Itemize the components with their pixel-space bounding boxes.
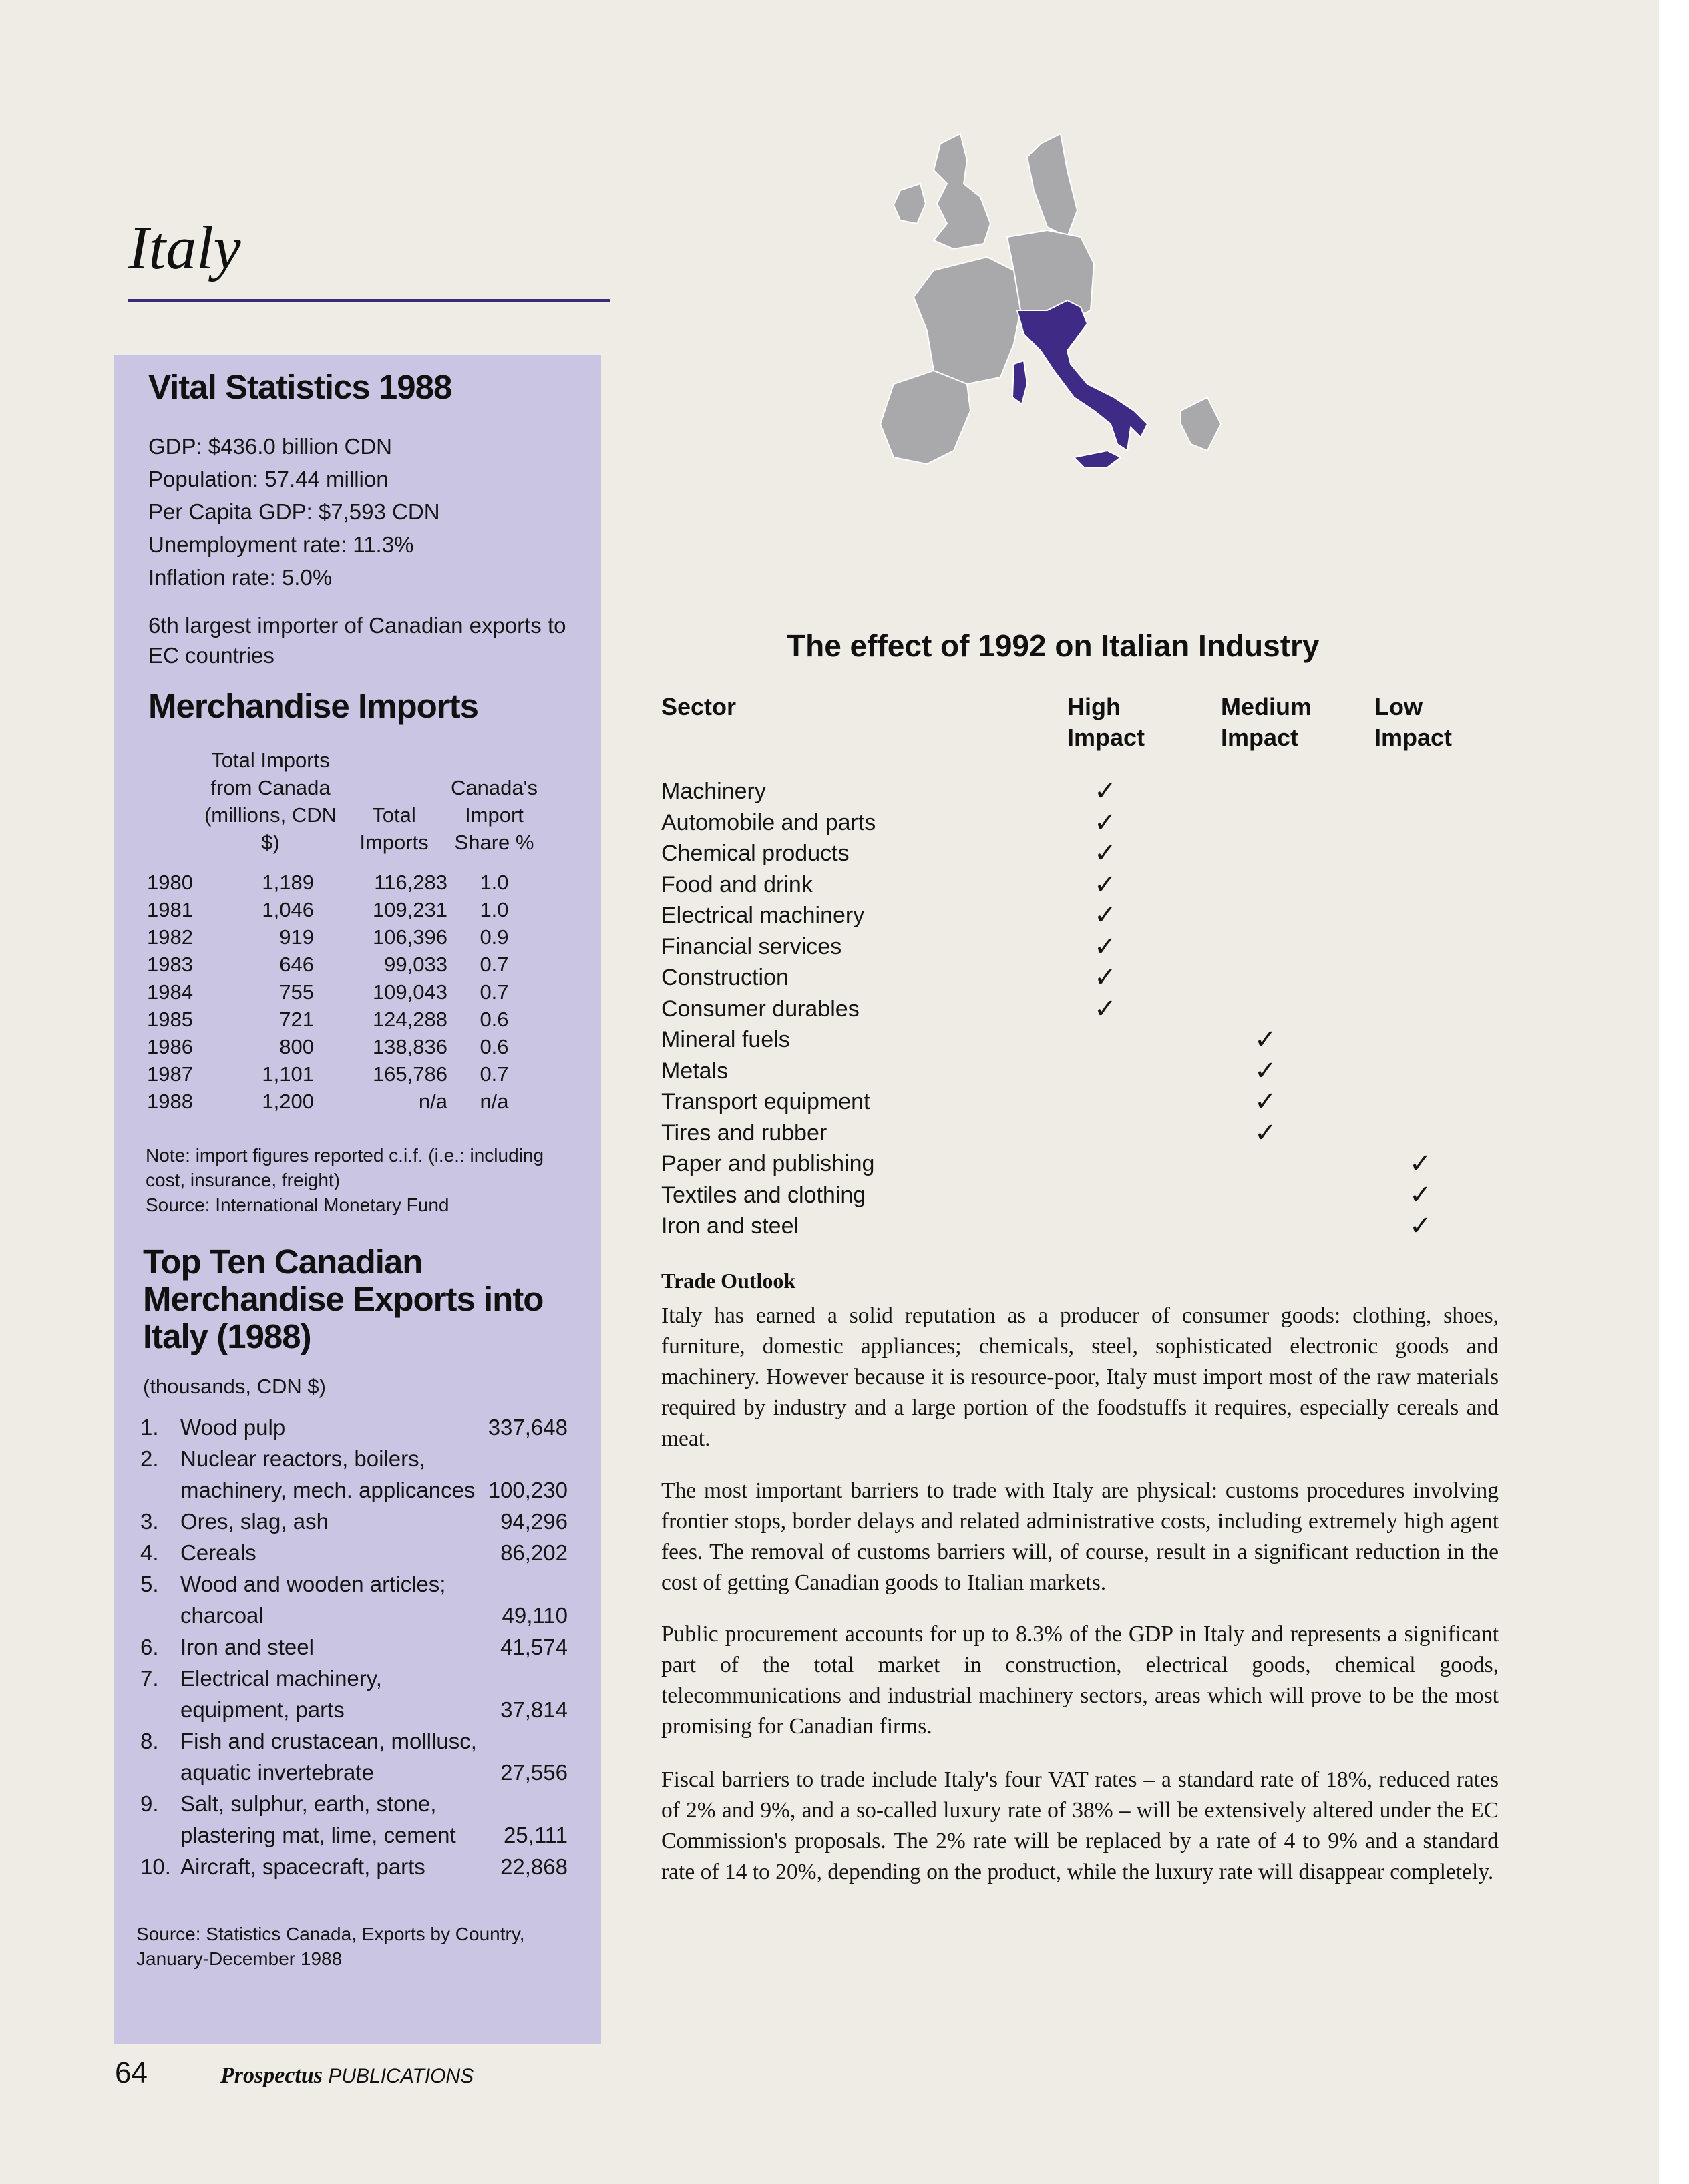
check-mark-icon: ✓: [1409, 1211, 1432, 1241]
trade-outlook-paragraph: Public procurement accounts for up to 8.3% of the GDP in Italy and represents a significant part of the total market in construction, electrical goods, chemical goods, telecommunications and industrial machinery sectors, areas which will prove to be the most promising for Canadian firms.: [661, 1622, 1499, 1739]
vital-stat-item: Unemployment rate: 11.3%: [148, 532, 414, 557]
publisher-suffix: PUBLICATIONS: [323, 2065, 474, 2087]
map-sardinia: [1012, 361, 1027, 404]
vital-stats-list: [148, 430, 440, 594]
sector-name: Chemical products: [661, 841, 850, 866]
export-rank: 7.: [140, 1666, 159, 1691]
export-rank: 6.: [140, 1634, 159, 1659]
export-value: 25,111: [503, 1823, 568, 1847]
check-mark-icon: ✓: [1254, 1025, 1277, 1054]
table-cell: 646: [279, 953, 314, 976]
impact-row: [661, 776, 1529, 807]
table-row: [147, 951, 541, 978]
sector-name: Mineral fuels: [661, 1027, 790, 1052]
vital-stat-item: Inflation rate: 5.0%: [148, 565, 333, 590]
impact-table-title: The effect of 1992 on Italian Industry: [787, 628, 1320, 663]
impact-row: [661, 1148, 1529, 1180]
table-cell: n/a: [480, 1090, 509, 1113]
table-cell: 165,786: [372, 1062, 447, 1086]
table-cell: 1.0: [480, 871, 509, 894]
column-header: [147, 746, 200, 856]
table-row: [147, 1060, 541, 1088]
page-title: Italy: [128, 214, 241, 282]
sector-name: Textiles and clothing: [661, 1182, 866, 1208]
vital-stats-heading: Vital Statistics 1988: [148, 368, 452, 406]
impact-row: [661, 994, 1529, 1025]
table-cell: 1.0: [480, 898, 509, 921]
check-mark-icon: ✓: [1409, 1149, 1432, 1178]
impact-row: [661, 1118, 1529, 1149]
export-rank: 8.: [140, 1729, 159, 1753]
stats-sidebar: [114, 355, 601, 2044]
check-mark-icon: ✓: [1094, 839, 1117, 868]
table-header-row: [147, 746, 541, 856]
export-item: [140, 1851, 568, 1882]
table-cell: 755: [279, 980, 314, 1004]
import-source: Source: International Monetary Fund: [146, 1194, 449, 1215]
export-item: [140, 1725, 568, 1788]
table-row: [147, 923, 541, 951]
check-mark-icon: ✓: [1094, 994, 1117, 1024]
impact-row: [661, 1086, 1529, 1118]
sector-name: Machinery: [661, 779, 766, 804]
table-row: [147, 856, 541, 896]
table-cell: 116,283: [374, 871, 447, 894]
table-cell: n/a: [418, 1090, 447, 1113]
export-value: 100,230: [488, 1478, 568, 1502]
check-mark-icon: ✓: [1094, 901, 1117, 930]
export-name: Fish and crustacean, molllusc, aquatic invertebrate: [180, 1729, 477, 1785]
sector-name: Metals: [661, 1058, 729, 1084]
check-mark-icon: ✓: [1254, 1087, 1277, 1116]
medium-impact-column-header: Medium Impact: [1221, 693, 1312, 751]
export-rank: 3.: [140, 1509, 159, 1534]
table-cell: 1982: [147, 925, 193, 949]
sector-name: Consumer durables: [661, 996, 860, 1022]
check-mark-icon: ✓: [1094, 807, 1117, 837]
title-rule: [128, 299, 610, 302]
impact-row: [661, 838, 1529, 869]
export-value: 27,556: [500, 1760, 568, 1785]
trade-outlook-paragraph: The most important barriers to trade with Italy are physical: customs procedures involving frontier stops, border delays and related administrative costs, including extremely high agent fees. The removal of customs barriers will, of course, result in a significant reduction in the cost of getting Canadian goods to Italian markets.: [661, 1478, 1499, 1595]
trade-outlook-paragraph: Fiscal barriers to trade include Italy's four VAT rates – a standard rate of 18%, reduced rates of 2% and 9%, and a so-called luxury rate of 38% – will be extensively altered under the EC Commission's proposals. The 2% rate will be replaced by a rate of 4 to 9% and a standard rate of 14 to 20%, depending on the product, while the luxury rate will disappear completely.: [661, 1767, 1499, 1884]
column-header: Canada's Import Share %: [450, 776, 538, 854]
export-item: [140, 1537, 568, 1568]
table-cell: 0.6: [480, 1035, 509, 1058]
impact-row: [661, 869, 1529, 901]
map-italy: [1017, 300, 1147, 451]
impact-row: [661, 931, 1529, 963]
table-row: [147, 1088, 541, 1115]
table-cell: 1987: [147, 1062, 193, 1086]
export-item: [140, 1506, 568, 1537]
table-cell: 124,288: [372, 1008, 447, 1031]
europe-map: [847, 130, 1448, 584]
map-iberia: [880, 371, 970, 464]
table-cell: 0.7: [480, 980, 509, 1004]
table-cell: 0.6: [480, 1008, 509, 1031]
sector-name: Iron and steel: [661, 1213, 799, 1239]
table-row: [147, 896, 541, 923]
export-item: [140, 1443, 568, 1506]
table-cell: 1,200: [262, 1090, 314, 1113]
export-value: 49,110: [502, 1603, 568, 1628]
table-cell: 109,231: [372, 898, 447, 921]
merch-imports-body: [147, 856, 541, 1115]
table-cell: 1,046: [262, 898, 314, 921]
export-name: Aircraft, spacecraft, parts: [180, 1854, 425, 1879]
top-exports-list: [140, 1411, 568, 1882]
export-name: Wood pulp: [180, 1415, 286, 1440]
trade-outlook-heading: Trade Outlook: [661, 1269, 796, 1293]
export-rank: 1.: [140, 1415, 159, 1440]
export-item: [140, 1411, 568, 1443]
page-number: 64: [115, 2056, 148, 2089]
impact-row: [661, 1180, 1529, 1211]
sector-column-header: Sector: [661, 693, 737, 720]
map-france: [914, 257, 1020, 384]
table-cell: 1984: [147, 980, 193, 1004]
check-mark-icon: ✓: [1409, 1180, 1432, 1210]
merch-imports-note: [146, 1143, 586, 1217]
vital-stat-item: GDP: $436.0 billion CDN: [148, 434, 392, 459]
vital-stat-item: Population: 57.44 million: [148, 467, 389, 491]
publisher-name: Prospectus: [220, 2063, 323, 2088]
export-name: Iron and steel: [180, 1634, 314, 1659]
export-name: Wood and wooden articles; charcoal: [180, 1572, 446, 1628]
check-mark-icon: ✓: [1094, 777, 1117, 806]
table-cell: 138,836: [372, 1035, 447, 1058]
table-cell: 106,396: [372, 925, 447, 949]
table-cell: 99,033: [384, 953, 447, 976]
check-mark-icon: ✓: [1254, 1056, 1277, 1086]
table-cell: 1980: [147, 871, 193, 894]
table-cell: 1986: [147, 1035, 193, 1058]
export-value: 41,574: [500, 1634, 568, 1659]
top-exports-subheading: (thousands, CDN $): [143, 1375, 326, 1398]
table-cell: 1985: [147, 1008, 193, 1031]
export-rank: 9.: [140, 1791, 159, 1816]
impact-row: [661, 1056, 1529, 1087]
merch-imports-heading: Merchandise Imports: [148, 687, 478, 725]
export-name: Cereals: [180, 1540, 256, 1565]
table-cell: 1988: [147, 1090, 193, 1113]
sector-name: Construction: [661, 965, 789, 990]
map-great-britain: [934, 134, 990, 249]
check-mark-icon: ✓: [1094, 931, 1117, 961]
export-rank: 10.: [140, 1854, 171, 1879]
import-note: Note: import figures reported c.i.f. (i.e.: including cost, insurance, freight): [146, 1145, 544, 1190]
map-sicily: [1074, 451, 1121, 467]
sector-name: Transport equipment: [661, 1089, 870, 1114]
table-row: [147, 1006, 541, 1033]
sector-name: Financial services: [661, 933, 842, 959]
check-mark-icon: ✓: [1094, 869, 1117, 899]
export-rank: 5.: [140, 1572, 159, 1596]
trade-outlook-paragraph: Italy has earned a solid reputation as a producer of consumer goods: clothing, shoes, furniture, domestic appliances; chemicals, steel, sophisticated electronic goods and machinery. However because it is resource-poor, Italy must import most of the raw materials required by industry and a large portion of the foodstuffs it requires, especially cereals and meat.: [661, 1303, 1499, 1451]
export-value: 86,202: [500, 1540, 568, 1565]
page-edge: [1659, 0, 1689, 2184]
top-exports-source: Source: Statistics Canada, Exports by Country, January-December 1988: [136, 1924, 525, 1969]
table-cell: 0.7: [480, 1062, 509, 1086]
impact-row: [661, 962, 1529, 994]
sector-name: Paper and publishing: [661, 1151, 875, 1176]
export-name: Salt, sulphur, earth, stone, plastering mat, lime, cement: [180, 1791, 456, 1847]
table-cell: 721: [279, 1008, 314, 1031]
vital-stat-item: Per Capita GDP: $7,593 CDN: [148, 499, 440, 524]
sector-name: Electrical machinery: [661, 903, 865, 928]
column-header: Total Imports: [359, 803, 429, 854]
impact-row: [661, 1211, 1529, 1242]
export-rank: 4.: [140, 1540, 159, 1565]
export-value: 37,814: [500, 1697, 568, 1722]
export-item: [140, 1568, 568, 1631]
export-item: [140, 1631, 568, 1663]
table-cell: 919: [279, 925, 314, 949]
export-item: [140, 1663, 568, 1725]
vital-stats-note: 6th largest importer of Canadian exports to EC countries: [148, 613, 566, 668]
export-rank: 2.: [140, 1446, 159, 1471]
table-cell: 1981: [147, 898, 193, 921]
table-cell: 1,189: [262, 871, 314, 894]
column-header: Total Imports from Canada (millions, CDN $): [204, 748, 337, 854]
export-value: 337,648: [488, 1415, 568, 1440]
impact-table-rows: [661, 776, 1529, 1242]
map-scandinavia: [1027, 134, 1077, 237]
impact-row: [661, 1024, 1529, 1056]
export-name: Nuclear reactors, boilers, machinery, mech. applicances: [180, 1446, 476, 1502]
export-item: [140, 1788, 568, 1851]
sector-name: Automobile and parts: [661, 809, 876, 835]
sector-name: Tires and rubber: [661, 1120, 827, 1146]
impact-row: [661, 807, 1529, 839]
check-mark-icon: ✓: [1254, 1118, 1277, 1148]
export-name: Ores, slag, ash: [180, 1509, 329, 1534]
table-row: [147, 1033, 541, 1060]
table-row: [147, 978, 541, 1006]
publisher-logo: [220, 2063, 474, 2089]
map-ireland: [894, 184, 926, 224]
table-cell: 1,101: [262, 1062, 314, 1086]
export-name: Electrical machinery, equipment, parts: [180, 1666, 382, 1722]
check-mark-icon: ✓: [1094, 963, 1117, 992]
map-greece: [1181, 397, 1221, 451]
sector-name: Food and drink: [661, 871, 813, 897]
export-value: 94,296: [500, 1509, 568, 1534]
table-cell: 0.7: [480, 953, 509, 976]
high-impact-column-header: High Impact: [1067, 693, 1145, 751]
table-cell: 109,043: [372, 980, 447, 1004]
table-cell: 800: [279, 1035, 314, 1058]
merch-imports-table: [147, 746, 541, 1115]
table-cell: 1983: [147, 953, 193, 976]
impact-row: [661, 900, 1529, 931]
table-cell: 0.9: [480, 925, 509, 949]
export-value: 22,868: [500, 1854, 568, 1879]
low-impact-column-header: Low Impact: [1374, 693, 1453, 751]
top-exports-heading: Top Ten Canadian Merchandise Exports into Italy (1988): [143, 1243, 544, 1355]
